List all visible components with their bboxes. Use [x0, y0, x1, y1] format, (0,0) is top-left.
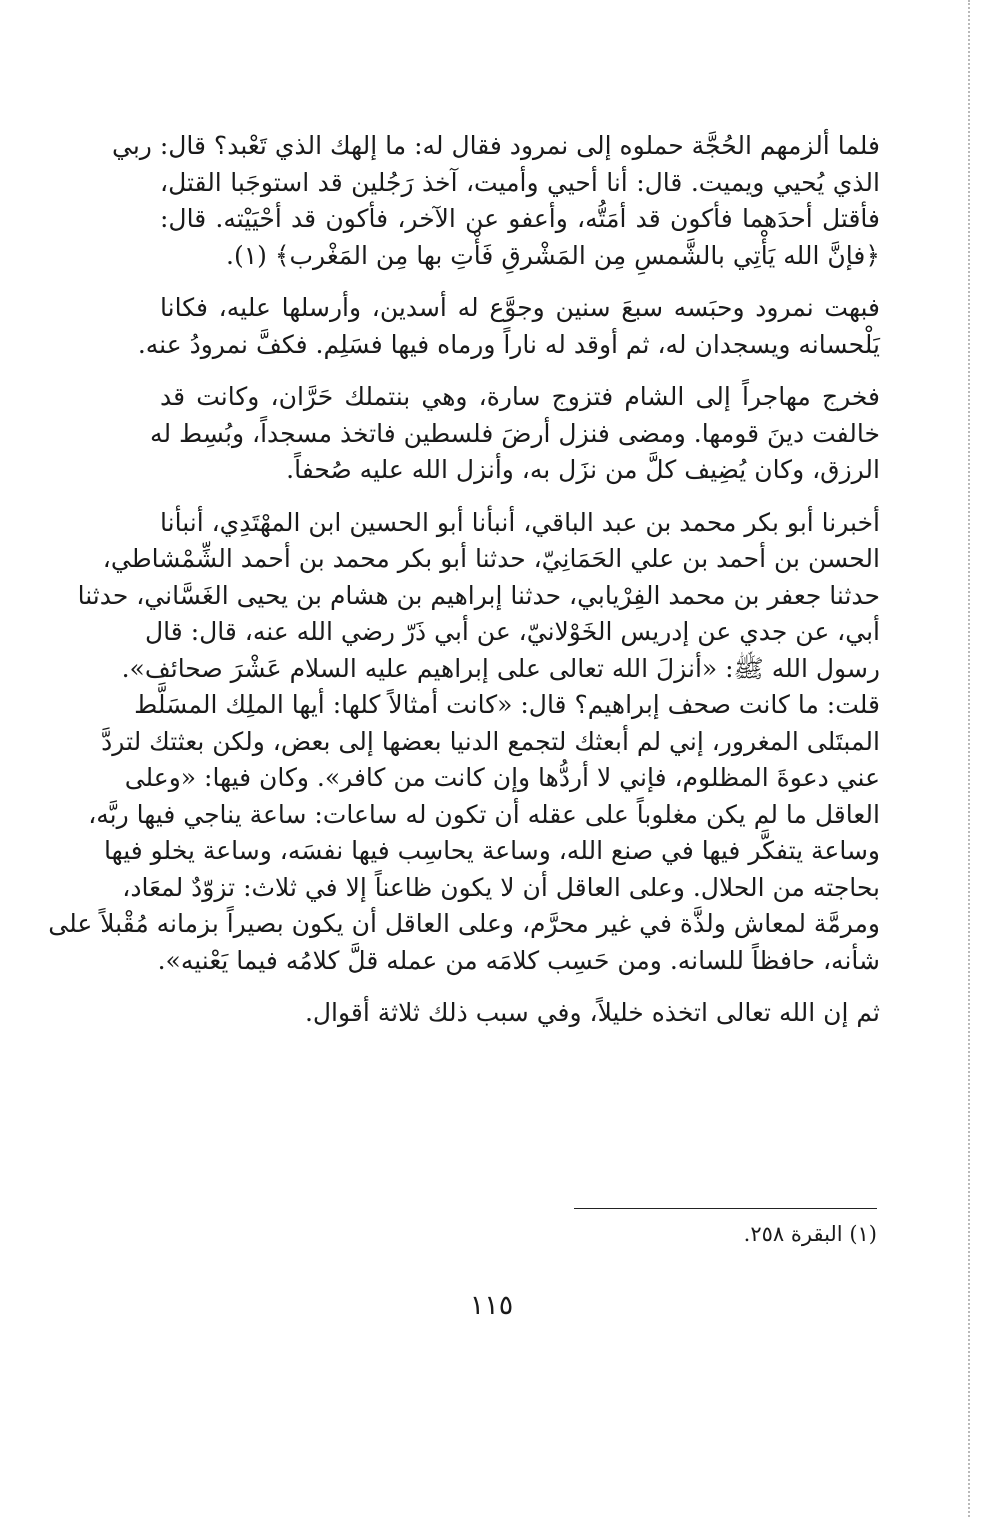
text-line: أبي، عن جدي عن إدريس الخَوْلانيّ، عن أبي ذَرّ رضي الله عنه، قال: قال	[145, 617, 880, 646]
text-line: بحاجته من الحلال. وعلى العاقل أن لا يكون ظاعناً إلا في ثلاث: تزوّدٌ لمعَاد،	[122, 872, 880, 902]
text-line: الحسن بن أحمد بن علي الحَمَانِيّ، حدثنا أبو بكر محمد بن أحمد الشِّمْشاطي،	[102, 544, 880, 573]
text-line: ومرمَّة لمعاش ولذَّة في غير محرَّم، وعلى العاقل أن يكون بصيراً بزمانه مُقْبلاً على	[48, 909, 880, 938]
text-line: ثم إن الله تعالى اتخذه خليلاً، وفي سبب ذلك ثلاثة أقوال.	[304, 998, 880, 1027]
footnote-divider	[574, 1208, 877, 1209]
paragraph-3	[150, 379, 880, 489]
footnote: (١) البقرة ٢٥٨.	[743, 1222, 877, 1246]
text-line: حدثنا جعفر بن محمد الفِرْيابي، حدثنا إبراهيم بن هشام بن يحيى الغَسَّاني، حدثنا	[77, 580, 880, 610]
text-line: خالفت دينَ قومها. ومضى فنزل أرضَ فلسطين فاتخذ مسجداً، وبُسِط له	[150, 418, 880, 448]
text-line: المبتَلى المغرور، إني لم أبعثك لتجمع الدنيا بعضها إلى بعض، ولكن بعثتك لتردَّ	[101, 726, 880, 756]
text-line: فخرج مهاجراً إلى الشام فتزوج سارة، وهي بنتملك حَرَّان، وكانت قد	[160, 382, 880, 411]
paragraph-1	[112, 128, 880, 274]
text-line: وساعة يتفكَّر فيها في صنع الله، وساعة يحاسِب فيها نفسَه، وساعة يخلو فيها	[104, 836, 880, 865]
paragraph-5	[160, 995, 880, 1032]
text-line: شأنه، حافظاً للسانه. ومن حَسِب كلامَه من عمله قلَّ كلامُه فيما يَعْنيه».	[157, 945, 880, 975]
page-body	[48, 128, 880, 1048]
paragraph-2	[137, 290, 880, 363]
text-line: رسول الله ﷺ: «أنزلَ الله تعالى على إبراهيم عليه السلام عَشْرَ صحائف».	[121, 653, 880, 683]
paragraph-4	[48, 505, 880, 980]
text-line: أخبرنا أبو بكر محمد بن عبد الباقي، أنبأنا أبو الحسين ابن المهْتَدِي، أنبأنا	[160, 507, 880, 537]
text-line: عني دعوةَ المظلوم، فإني لا أردُّها وإن كانت من كافر». وكان فيها: «وعلى	[124, 763, 880, 792]
text-line: يَلْحسانه ويسجدان له، ثم أوقد له ناراً ورماه فيها فسَلِم. فكفَّ نمرودُ عنه.	[137, 329, 880, 359]
quran-verse-line: ﴿فإنَّ الله يَأْتِي بالشَّمسِ مِن المَشْرقِ فَأْتِ بها مِن المَغْرب﴾ (١).	[226, 240, 880, 270]
text-line: الذي يُحيي ويميت. قال: أنا أحيي وأميت، آخذ رَجُلين قد استوجَبا القتل،	[160, 167, 880, 197]
text-line: فبهت نمرود وحبَسه سبعَ سنين وجوَّع له أسدين، وأرسلها عليه، فكانا	[160, 293, 880, 322]
text-line: العاقل ما لم يكن مغلوباً على عقله أن تكون له ساعات: ساعة يناجي فيها ربَّه،	[88, 799, 880, 829]
text-line: قلت: ما كانت صحف إبراهيم؟ قال: «كانت أمثالاً كلها: أيها الملِك المسَلَّط	[134, 690, 880, 719]
text-line: الرزق، وكان يُضِيف كلَّ من نزَل به، وأنزل الله عليه صُحفاً.	[286, 455, 880, 484]
text-line: فأقتل أحدَهما فأكون قد أمَتُّه، وأعفو عن الآخر، فأكون قد أحْيَيْته. قال:	[160, 204, 880, 233]
text-line: فلما ألزمهم الحُجَّة حملوه إلى نمرود فقال له: ما إلهك الذي تَعْبد؟ قال: ربي	[112, 131, 880, 160]
page-number: ١١٥	[469, 1290, 514, 1321]
